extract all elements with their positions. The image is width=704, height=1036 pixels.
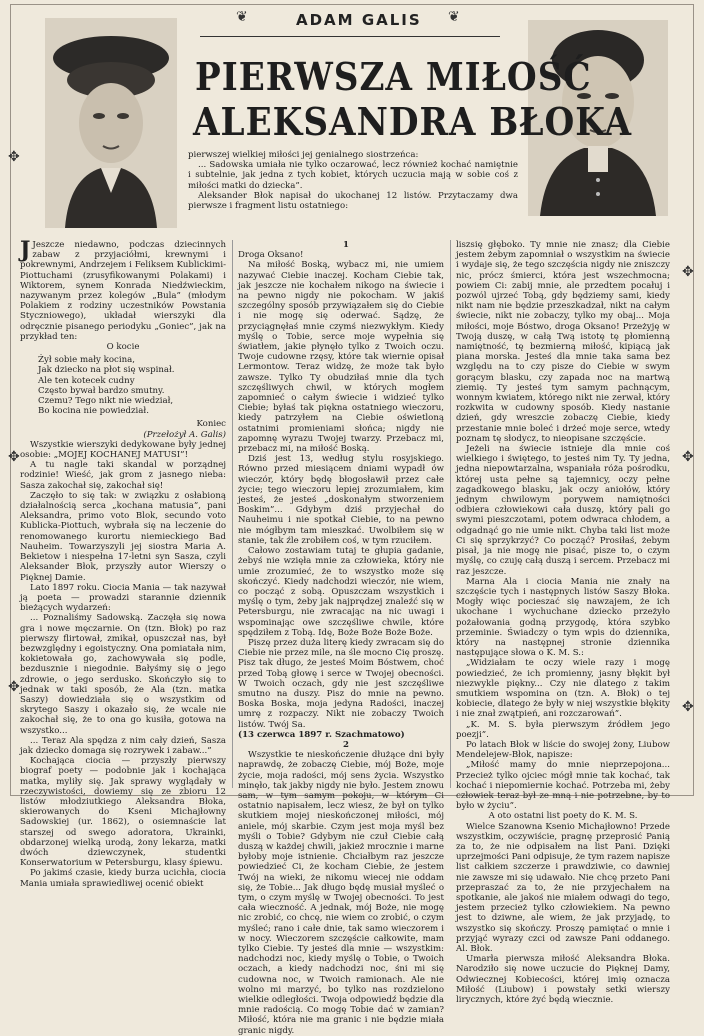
column-1 (20, 237, 226, 889)
poem-line: Ale ten kotecek cudny (38, 375, 135, 386)
col1-p4: Zaczęło to się tak: w związku z osłabioną działalnością serca „kochana matusia”, pani Aleksandra, primo voto Blok, secundo voto Kublicka-Piottuch, wybrała się na leczenie do renomowanego kurortu niemieckiego Bad Nauheim. Towarzyszyli jej siostra Maria A. Bekietow i niespełna 17-letni syn Sasza, czyli Aleksander Błok, przyszły autor Wierszy o Pięknej Damie. (20, 490, 226, 583)
poem-line: Żył sobie mały kocina, (38, 355, 135, 366)
col2-p5: Wszystkie te nieskończenie dłużące dni były naprawdę, że zobaczę Ciebie, mój Boże, moje życie, moja radości, mój sens życia. Wszystko minęło, tak jakby nigdy nie było. Jestem znowu sam, w tym samym pokoju, w którym Ci ostatnio napisałem, lecz wiesz, że był on tylko skutkiem mojej nieskończonej miłości, mój aniele, mój skarbie. Czym jest moja myśl bez myśli o Tobie? Gdybym nie czuł Ciebie całą duszą w każdej chwili, jakież mrocznie i marne byłoby moje istnienie. Chciałbym raz jeszcze powiedzieć Ci, że kocham Ciebie, że jestem Twój na wieki, że nikomu wiecej nie oddam się, że Tobie... Jak długo będę musiał myśleć o tym, o czym myślę w Twojej obecności. To jest cała wieczność. A jednak, mój Boże, nie mogę nic zrobić, co chcę, nie wiem co zrobić, o czym myśleć; rano i całe dnie, tak samo wieczorem i w nocy. Wieczorem szczęście całkowite, mam tylko Ciebie. Ty jesteś dla mnie — wszystkim: nadchodzi noc, kiedy myślę o Tobie, o Twoich oczach, a kiedy nadchodzi noc, śni mi się cudowna noc, w Twoich ramionach. Ale nie wolno mi marzyć, bo tylko nas rozdzielono wielkie odległości. Twoja odpowiedź będzie dla mnie radością. Co mogę Tobie dać w zamian? Miłość, która nie ma granic i nie będzie miała granic nigdy. (238, 750, 444, 1036)
ornament: ✥ (8, 679, 20, 695)
poem-translator: (Przełożył A. Galis) (143, 429, 226, 440)
author-name: ADAM GALIS (296, 11, 422, 29)
drop-cap: J (20, 237, 31, 263)
col3-p4: „Widziałam te oczy wiele razy i mogę powiedzieć, że ich promienny, jasny błękit był niezwykle piękny... Czy nie dlatego z takim smutkiem wspomina on (tzn. A. Błok) o tej kobiecie, dlatego że były w niej wszystkie błękity i nie znał zwątpień, ani rozczarowań”. (456, 658, 670, 720)
article-title-line2: ALEKSANDRA BŁOKA (193, 99, 632, 144)
poem-line: Jak dziecko na płot się wspinał. (38, 365, 175, 376)
poem-line: Bo kocina nie powiedział. (38, 406, 149, 417)
article-title-line1: PIERWSZA MIŁOŚĆ (195, 54, 592, 99)
col3-p7: „Miłość mamy do mnie nieprzepojona... Przecież tylko ojciec mógł mnie tak kochać, tak kochać i niepomiernie kochać. Potrzeba mi, żeby człowiek teraz był ze mną i nie potrzebne, by to było w życiu”. (456, 760, 670, 812)
col3-p8: A oto ostatni list poety do K. M. S. (488, 811, 638, 822)
ornament: ✥ (682, 449, 694, 465)
column-2 (238, 240, 444, 1036)
ornament: ❦ (236, 9, 248, 25)
col3-p10: Umarła pierwsza miłość Aleksandra Błoka. Narodziło się nowe uczucie do Pięknej Damy, Odwiecznej Kobiecości, której imię oznacza Miłość (Liubow) i powstały setki wierszy lirycznych, które żyć będą wiecznie. (456, 954, 670, 1006)
column-divider (232, 240, 233, 788)
ornament: ❦ (448, 9, 460, 25)
portrait-woman-image (45, 18, 177, 228)
letter-date: (13 czerwca 1897 r. Szachmatowo) (238, 729, 405, 740)
col1-p9: Po jakimś czasie, kiedy burza ucichła, ciocia Mania umiała sprawiedliwej ocenić obiekt (20, 868, 226, 889)
col3-p3: Marna Ala i ciocia Mania nie znały na szczęście tych i następnych listów Saszy Błoka. Mogły więc pocieszać się nawzajem, że ich ukochane i wychuchane dziecko przeżyło pożałowania godną przygodę, która szybko przeminie. Świadczy o tym wpis do dziennika, który na następnej stronie dziennika następujące słowa o K. M. S.: (456, 576, 670, 659)
poem-end: Koniec (196, 419, 226, 430)
ornament: ✥ (8, 449, 20, 465)
col3-p5: „K. M. S. była pierwszym źródłem jego poezji”. (456, 719, 670, 740)
intro-text: pierwszej wielkiej miłości jej genialnego siostrzeńca: (188, 150, 419, 160)
col3-p6: Po latach Błok w liście do swojej żony, Liubow Mendelejew-Błok, napisze: (456, 739, 670, 761)
letter-number-2: 2 (343, 739, 349, 750)
col2-p4: Piszę przez duża literę kiedy zwracam się do Ciebie nie przez mile, na śle mocno Cię proszę. Pisz tak długo, że jesteś Moim Bóstwem, choć przed Tobą głowę i serce w Twojej obecności. W Twoich oczach, gdy nie jest szczęśliwe smutno na duszy. Pisz do mnie na pewno. Boska Boska, moja jedyna Radości, inaczej umrę z rozpaczy. Nikt nie zobaczy Twoich listów. Twój Sa. (238, 637, 444, 730)
ornament: ✥ (8, 149, 20, 165)
col1-p7: ... Teraz Ala spędza z nim cały dzień, Sasza jak dziecko domaga się rozrywek i zabaw...” (20, 735, 226, 756)
column-3 (456, 240, 670, 1006)
intro-after: Aleksander Błok napisał do ukochanej 12 listów. Przytaczamy dwa pierwsze i fragment listu ostatniego: (188, 190, 518, 212)
intro-block (188, 150, 518, 211)
letter-greeting: Droga Oksano! (238, 250, 304, 261)
poem-line: Czemu? Tego nikt nie wiedział, (38, 396, 174, 407)
col1-p5: Lato 1897 roku. Ciocia Mania — tak nazywał ją poeta — prowadzi starannie dziennik bieżących wydarzeń: (20, 582, 226, 614)
col1-p3: A tu nagle taki skandal w porządnej rodzinie! Wieść, jak grom z jasnego nieba: Sasza zakochał się, zakochał się! (20, 460, 226, 491)
col1-p1: Jeszcze niedawno, podczas dziecinnych zabaw z przyjaciółmi, krewnymi i pokrewnymi, Andrzejem i Feliksem Kublickimi-Piottuchami (zrusyfikowanymi Polakami) i Wiktorem, synem Konrada Niedźwieckim, nazywanym przez kolegów „Bula” (młodym Polakiem z rodziny uczestników Powstania Styczniowego), układał wierszyki dla odręcznie pisanego periodyku „Goniec”, jak na przykład ten: (20, 240, 226, 342)
col2-p2: Dziś jest 13, według stylu rosyjskiego. Równo przed miesiącem dniami wypadł ów wieczór, który będę błogosławił przez całe życie; tego wieczoru lepiej zrozumiałem, kim jesteś, że jesteś „doskonałym stworzeniem Boskim”... Gdybym dziś przyjechał do Nauheimu i nie spotkał Ciebie, to na pewno nie mógłbym tam mieszkać. Uwolbiłem się w stanie, tak źle zrobiłem coś, w tym rzuciłem. (238, 454, 444, 546)
woman-photo-icon (45, 18, 177, 228)
column-divider (450, 240, 451, 788)
col1-p8: Kochająca ciocia — przyszły pierwszy biograf poety — podobnie jak i kochająca matka, myliły się. Jak sprawy wyglądały w rzeczywistości, dowiemy się ze zbioru 12 listów młodziutkiego Aleksandra Błoka, skierowanych do Kseni Michajłowny Sadowskiej (ur. 1862), o osiemnaście lat starszej od swego adoratora, Ukrainki, obdarzonej wielką urodą, żony lekarza, matki dwóch dziewczynek, studentki Konserwatorium w Petersburgu, klasy śpiewu. (20, 756, 226, 869)
col2-p3: Całowo zostawiam tutaj te głupia gadanie, żebyś nie wzięła mnie za człowieka, który nie umie zrozumieć, że to wszystko może się skończyć. Kiedy nadchodzi wieczór, nie wiem, co począć z sobą. Opuszczam wszystkich i myślę o tym, żeby jak najprędzej znaleźć się w Petersburgu, nie zwracając na nic uwagi i wspominając owe szczęśliwe chwile, które spędziłem z Tobą. Idę, Boże Boże Boże Boże. (238, 546, 444, 638)
poem (38, 355, 226, 416)
col3-p1: liszsię głęboko. Ty mnie nie znasz; dla Ciebie jestem żebym zapomniał o wszystkim na świecie i wydaje się, że tego szczęścia nigdy nie zniszczy nic, prócz śmierci, która jest wszechmocna; powiem Ci: zabij mnie, ale przedtem pocałuj i pozwól ujrzeć Tobą, gdy będziemy sami, kiedy nikt nam nie będzie przeszkadzał, nikt na całym świecie, nikt nie zobaczy, tylko my obaj... Moja miłości, moje Bóstwo, droga Oksano! Przeżyję w Twoją duszę, w całą Twą istotę tę płomienną namiętność, tę bezmierną miłość, kipiącą jak piana morska. Jesteś dla mnie taka sama bez względu na to czy pisze do Ciebie w swym gorącym blasku, czy zapada noc na martwą ziemię. Ty jesteś tym samym pachnącym, wonnym kwiatem, którego nikt nie zerwał, który rozkwita w cudowny sposób. Kiedy nastanie dzień, gdy wreszcie zobaczę Ciebie, kiedy przestanie mnie boleć i drżeć moje serce, wtedy poznam tę słodycz, to nieopisane szczęście. (456, 240, 670, 444)
poem-title: O kocie (106, 342, 140, 353)
letter-number-1: 1 (343, 240, 349, 250)
poem-line: Często bywał bardzo smutny. (38, 385, 165, 396)
ornament: ✥ (682, 264, 694, 280)
col3-p2: Jeżeli na świecie istnieje dla mnie coś wielkiego i świętego, to jesteś nim Ty. Ty jedna, jedna niepowtarzalna, wspaniała róża pośrodku, której usta pełne są tajemnicy, oczy pełne zagadkowego blasku, jak oczy aniołów, który jednym chwilowym porywem namiętności odbiera człowiekowi cała duszę, który pali go swymi pieszczotami, potem odwraca chłodem, a odgadnąć go nie umie nikt. Chyba taki list może Ci się sprzykrzyć? Co począć? Prosiłaś, żebym pisał, ja nie mogę nie pisać, pisze to, o czym myślę, co czuję całą duszą i sercem. Przebacz mi raz jeszcze. (456, 444, 670, 577)
ornament: ✥ (682, 699, 694, 715)
col1-paragraph (20, 237, 226, 342)
col3-p9: Wielce Szanowna Ksenio Michajłowno! Przede wszystkim, oczywiście, pragnę przeprosić Panią za to, że nie odpisałem na list Pani. Dzięki uprzejmości Pani odpisuje, że tym razem napisze list całkiem szczerze i prawdziwie, co dawniej nie zawsze mi się udawało. Nie chcę przeto Pani przepraszać za to, że nie przyjechałem na spotkanie, ale jakoś nie miałem odwagi do tego, jestem przecież tylko człowiekiem. Na pewno jest to dziwne, ale wiem, że jak przyjadę, to wszystko się skończy. Proszę pamiętać o mnie i przyjąć wyrazy czci od zawsze Pani oddanego. Al. Błok. (456, 821, 670, 955)
col1-p6: ... Poznaliśmy Sadowską. Zaczęła się nowa gra i nowe męczarnie. On (tzn. Błok) po raz pierwszy flirtował, zmikał, opuszczał nas, był bezwzględny i egoistyczny. Ona pomiatała nim, kokietowała go, zachowywała się podle, bezdusznie i niegodnie. Bałyśmy się o jego zdrowie, o jego serdusko. Skończyło się to jednak w taki sposób, że Ala (tzn. matka Saszy) dowiedziała się o wszystkim od skrytego Saszy i okazało się, że wcale nie zakochał się, że to ona go kusiła, gotowa na wszystko... (20, 613, 226, 736)
intro-quote: ... Sadowska umiała nie tylko oczarować, lecz również kochać namiętnie i subtelnie, jak jedna z tych kobiet, których uczucia mają w sobie coś z miłości matki do dziecka”. (188, 160, 518, 191)
col2-p1: Na miłość Boską, wybacz mi, nie umiem nazywać Ciebie inaczej. Kocham Ciebie tak, jak jeszcze nie kochałem nikogo na świecie i na pewno nigdy nie pokocham. W jakiś szczególny sposób przywiązałem się do Ciebie i nie mogę się oderwać. Sądzę, że przyciągnęłaś mnie czymś niezwykłym. Kiedy myślę o Tobie, serce moje wypełnia się światłem, jakie płynęło tylko z Twoich oczu. Twoje cudowne rzęsy, które tak wiernie opisał Lermontow. Teraz widzę, że może tak było zawsze. Tylko Ty obudziłaś mnie dla tych szczęśliwych chwil, w których mogłem zapomnieć o całym świecie i widzieć tylko Ciebie; byłaś tak piękna ostatniego wieczoru, kiedy patrzyłem na Ciebie oświetloną ostatnimi promieniami słońca; nigdy nie zapomnę wyrazu Twojej twarzy. Przebacz mi, przebacz mi, na miłość Boską. (238, 260, 444, 455)
col1-p2: Wszystkie wierszyki dedykowane były jednej osobie: „MOJEJ KOCHANEJ MATUSI”! (20, 439, 226, 461)
header-rule (200, 36, 500, 37)
